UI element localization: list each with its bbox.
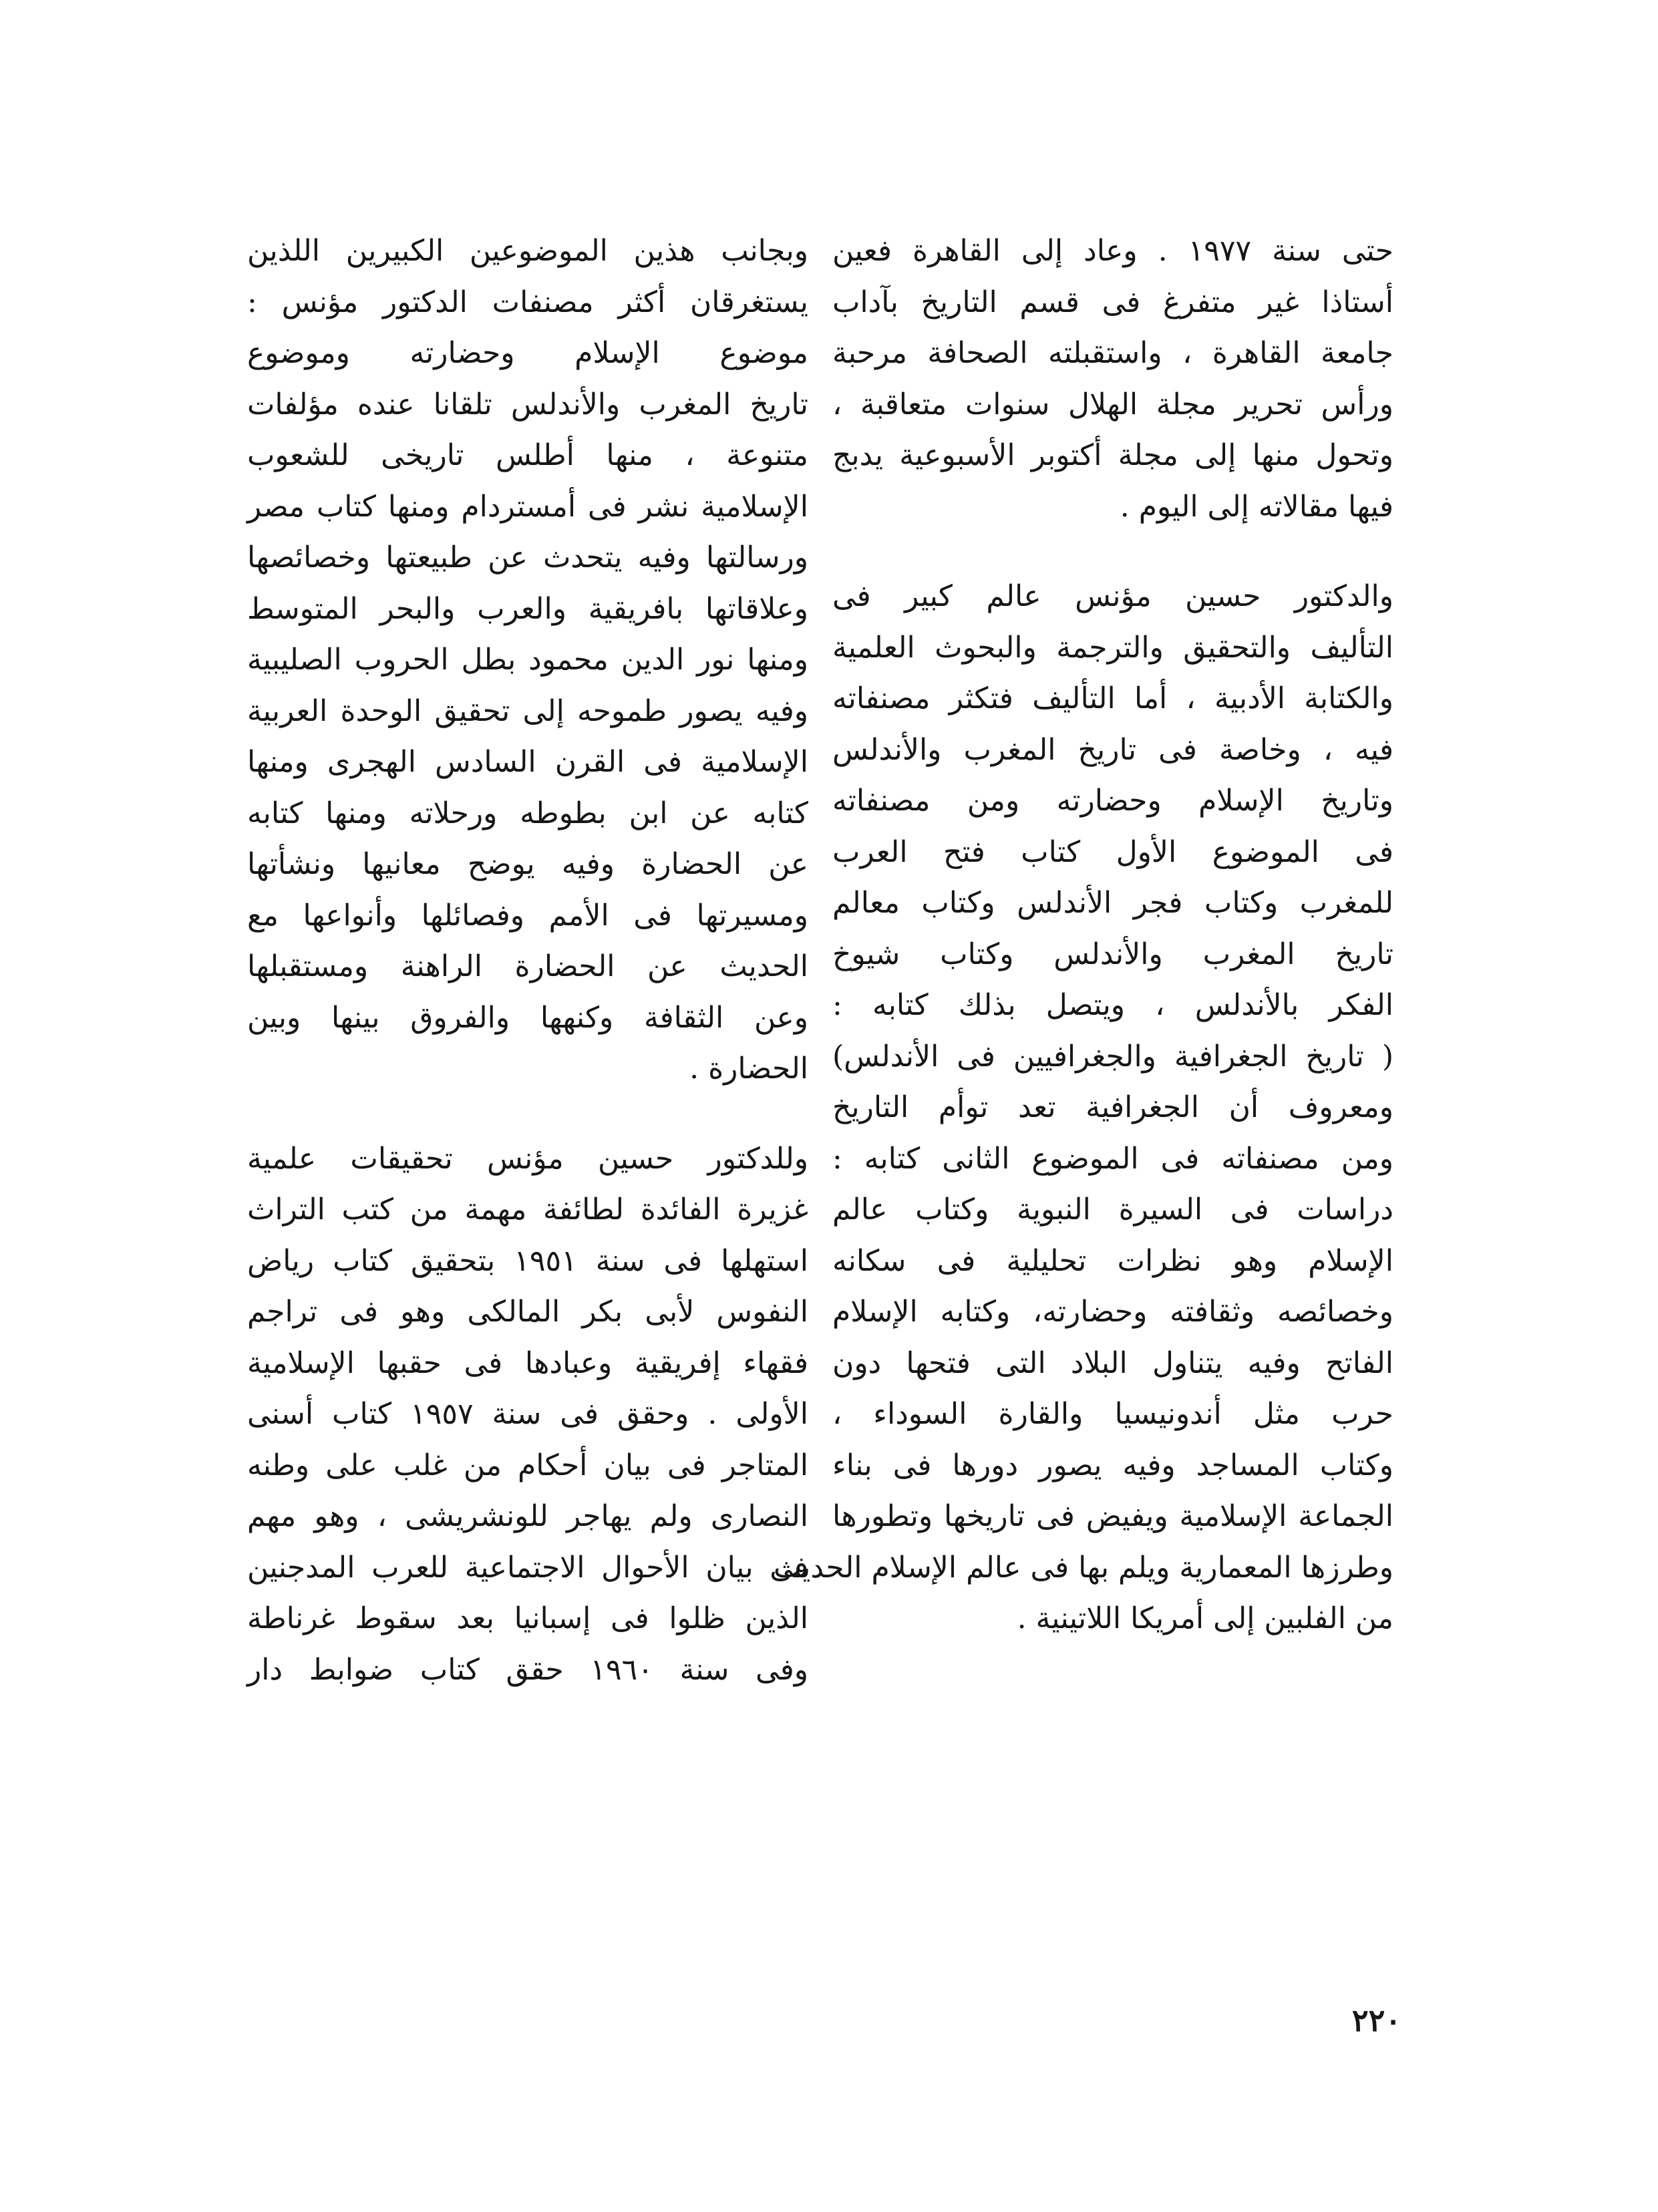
text-line: موضوع الإسلام وحضارته وموضوع <box>247 336 808 370</box>
paragraph-other-works <box>247 226 808 1095</box>
text-line: ومن مصنفاته فى الموضوع الثانى كتابه : <box>832 1141 1393 1176</box>
text-line: وتاريخ الإسلام وحضارته ومن مصنفاته <box>832 784 1393 818</box>
text-line: وتحول منها إلى مجلة أكتوبر الأسبوعية يدبج <box>832 438 1393 472</box>
text-line: استهلها فى سنة ١٩٥١ بتحقيق كتاب رياض <box>247 1243 808 1278</box>
paragraph-editions <box>247 1134 808 1696</box>
text-line: فيها مقالاته إلى اليوم . <box>1120 489 1393 524</box>
text-line: الجماعة الإسلامية ويفيض فى تاريخها وتطورها <box>832 1499 1393 1533</box>
text-line: النصارى ولم يهاجر للونشريشى ، وهو مهم <box>247 1499 808 1533</box>
paragraph-authorship <box>773 571 1393 1645</box>
paragraph-gap <box>247 1095 808 1134</box>
text-line: تاريخ المغرب والأندلس وكتاب شيوخ <box>832 937 1393 971</box>
text-line: فقهاء إفريقية وعبادها فى حقبها الإسلامية <box>247 1346 808 1380</box>
text-line: الحضارة . <box>689 1052 808 1086</box>
text-line: المتاجر فى بيان أحكام من غلب على وطنه <box>247 1448 808 1482</box>
text-line: للمغرب وكتاب فجر الأندلس وكتاب معالم <box>832 886 1393 920</box>
text-line: النفوس لأبى بكر المالكى وهو فى تراجم <box>247 1295 808 1329</box>
text-line: وعن الثقافة وكنهها والفروق بينها وبين <box>247 1000 808 1035</box>
text-line: أستاذا غير متفرغ فى قسم التاريخ بآداب <box>832 285 1393 319</box>
right-column <box>773 226 1394 1645</box>
text-line: وللدكتور حسين مؤنس تحقيقات علمية <box>247 1141 808 1176</box>
text-line: حتى سنة ١٩٧٧ . وعاد إلى القاهرة فعين <box>832 234 1394 268</box>
page-number: ٢٢٠ <box>1351 2002 1401 2038</box>
paragraph-return-to-cairo <box>832 226 1393 532</box>
text-line: جامعة القاهرة ، واستقبلته الصحافة مرحبة <box>832 336 1393 370</box>
text-line: ( تاريخ الجغرافية والجغرافيين فى الأندلس) <box>832 1039 1393 1074</box>
text-line: وفى سنة ١٩٦٠ حقق كتاب ضوابط دار <box>247 1652 809 1687</box>
text-line: متنوعة ، منها أطلس تاريخى للشعوب <box>247 438 808 472</box>
text-line: الفكر بالأندلس ، ويتصل بذلك كتابه : <box>832 988 1393 1022</box>
text-line: التأليف والتحقيق والترجمة والبحوث العلمية <box>832 630 1393 665</box>
text-line: غزيرة الفائدة لطائفة مهمة من كتب التراث <box>247 1193 808 1227</box>
text-line: ومسيرتها فى الأمم وفصائلها وأنواعها مع <box>247 898 808 933</box>
text-line: الأولى . وحقق فى سنة ١٩٥٧ كتاب أسنى <box>247 1397 809 1431</box>
text-line: فى الموضوع الأول كتاب فتح العرب <box>832 834 1393 869</box>
text-line: ورأس تحرير مجلة الهلال سنوات متعاقبة ، <box>832 387 1393 422</box>
text-line: يستغرقان أكثر مصنفات الدكتور مؤنس : <box>247 285 808 319</box>
text-line: الفاتح وفيه يتناول البلاد التى فتحها دون <box>832 1346 1393 1380</box>
text-line: الإسلامية فى القرن السادس الهجرى ومنها <box>247 745 808 779</box>
text-line: ومنها نور الدين محمود بطل الحروب الصليبية <box>247 643 808 677</box>
text-line: وطرزها المعمارية ويلم بها فى عالم الإسلام الحديث <box>773 1550 1393 1585</box>
text-line: والدكتور حسين مؤنس عالم كبير فى <box>832 579 1393 613</box>
text-line: ورسالتها وفيه يتحدث عن طبيعتها وخصائصها <box>247 540 808 575</box>
text-line: الذين ظلوا فى إسبانيا بعد سقوط غرناطة <box>247 1601 808 1635</box>
text-line: الإسلام وهو نظرات تحليلية فى سكانه <box>832 1243 1393 1278</box>
paragraph-gap <box>832 532 1393 571</box>
text-line: دراسات فى السيرة النبوية وكتاب عالم <box>832 1193 1393 1227</box>
text-line: الحديث عن الحضارة الراهنة ومستقبلها <box>247 949 808 983</box>
text-line: حرب مثل أندونيسيا والقارة السوداء ، <box>832 1397 1393 1431</box>
text-line: وعلاقاتها بافريقية والعرب والبحر المتوسط <box>247 591 808 626</box>
text-line: فى بيان الأحوال الاجتماعية للعرب المدجنين <box>247 1550 808 1585</box>
text-line: وخصائصه وثقافته وحضارته، وكتابه الإسلام <box>832 1295 1393 1329</box>
text-line: كتابه عن ابن بطوطه ورحلاته ومنها كتابه <box>247 796 808 830</box>
text-line: ومعروف أن الجغرافية تعد توأم التاريخ <box>832 1090 1393 1124</box>
text-line: تاريخ المغرب والأندلس تلقانا عنده مؤلفات <box>247 387 808 422</box>
text-line: وبجانب هذين الموضوعين الكبيرين اللذين <box>247 234 808 268</box>
text-line: فيه ، وخاصة فى تاريخ المغرب والأندلس <box>832 732 1393 767</box>
left-column <box>247 226 808 1696</box>
text-line: من الفلبين إلى أمريكا اللاتينية . <box>1017 1601 1393 1635</box>
text-line: وكتاب المساجد وفيه يصور دورها فى بناء <box>832 1448 1393 1482</box>
text-line: وفيه يصور طموحه إلى تحقيق الوحدة العربية <box>247 693 808 728</box>
text-line: الإسلامية نشر فى أمستردام ومنها كتاب مصر <box>247 489 808 524</box>
text-line: عن الحضارة وفيه يوضح معانيها ونشأتها <box>247 847 808 881</box>
text-line: والكتابة الأدبية ، أما التأليف فتكثر مصنفاته <box>832 681 1393 716</box>
